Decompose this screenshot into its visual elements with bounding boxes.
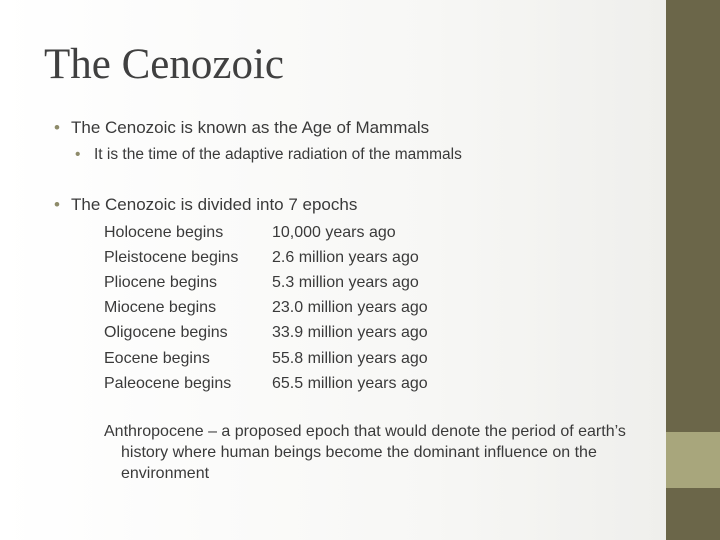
epoch-row <box>104 245 428 270</box>
epoch-name: Pliocene begins <box>104 273 217 291</box>
epoch-row <box>104 371 428 396</box>
bullet-seven-epochs <box>54 195 358 215</box>
epoch-table <box>104 220 428 396</box>
sub-bullet-adaptive-radiation <box>75 146 462 164</box>
epoch-row <box>104 270 428 295</box>
epoch-name: Miocene begins <box>104 299 217 317</box>
bullet-text: It is the time of the adaptive radiation of the mammals <box>94 146 462 163</box>
bullet-age-of-mammals <box>54 118 430 138</box>
epoch-start: 33.9 million years ago <box>272 324 428 342</box>
bullet-dot-icon: • <box>54 195 60 214</box>
bullet-dot-icon: • <box>75 146 81 163</box>
epoch-name: Eocene begins <box>104 349 210 367</box>
epoch-start: 10,000 years ago <box>272 223 396 241</box>
epoch-start: 5.3 million years ago <box>272 273 419 291</box>
epoch-row <box>104 296 428 321</box>
bullet-text: The Cenozoic is known as the Age of Mammals <box>71 118 430 137</box>
epoch-start: 23.0 million years ago <box>272 299 428 317</box>
epoch-row <box>104 346 428 371</box>
anthropocene-note: Anthropocene – a proposed epoch that would denote the period of earth’s history where human beings become the dominant influence on the environment <box>104 423 626 482</box>
epoch-start: 65.5 million years ago <box>272 374 428 392</box>
bullet-dot-icon: • <box>54 118 60 137</box>
epoch-name: Holocene begins <box>104 223 224 241</box>
sidebar-accent-block <box>666 432 720 488</box>
epoch-start: 2.6 million years ago <box>272 248 419 266</box>
epoch-row <box>104 321 428 346</box>
epoch-start: 55.8 million years ago <box>272 349 428 367</box>
epoch-name: Oligocene begins <box>104 324 228 342</box>
epoch-row <box>104 220 428 245</box>
slide-title: The Cenozoic <box>44 41 284 88</box>
bullet-text: The Cenozoic is divided into 7 epochs <box>71 195 358 214</box>
epoch-name: Paleocene begins <box>104 374 232 392</box>
epoch-name: Pleistocene begins <box>104 248 239 266</box>
